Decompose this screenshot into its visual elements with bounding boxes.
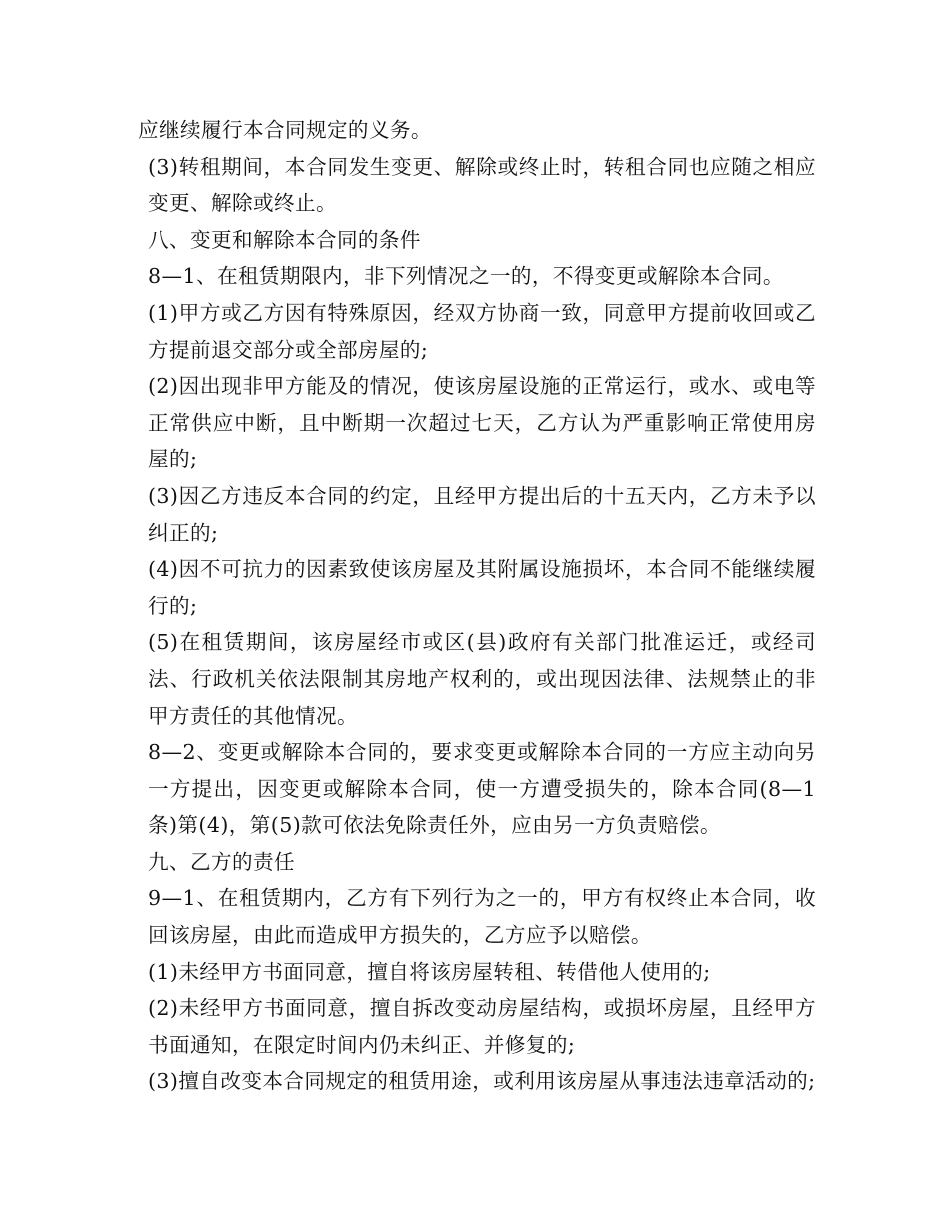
paragraph-item-1: (1)甲方或乙方因有特殊原因，经双方协商一致，同意甲方提前收回或乙方提前退交部分或全部房屋的; bbox=[148, 300, 816, 362]
paragraph-liability-item-1: (1)未经甲方书面同意，擅自将该房屋转租、转借他人使用的; bbox=[148, 959, 711, 984]
paragraph-item-5: (5)在租赁期间，该房屋经市或区(县)政府有关部门批准运迁，或经司法、行政机关依法限制其房地产权利的，或出现因法律、法规禁止的非甲方责任的其他情况。 bbox=[148, 630, 816, 728]
contract-text-body bbox=[138, 112, 816, 1100]
paragraph-liability-item-3: (3)擅自改变本合同规定的租赁用途，或利用该房屋从事违法违章活动的; bbox=[148, 1069, 816, 1094]
paragraph-clause-8-2: 8—2、变更或解除本合同的，要求变更或解除本合同的一方应主动向另一方提出，因变更或解除本合同，使一方遭受损失的，除本合同(8—1条)第(4)，第(5)款可依法免除责任外，应由另一方负责赔偿。 bbox=[148, 740, 816, 838]
paragraph-clause-8-1: 8—1、在租赁期限内，非下列情况之一的，不得变更或解除本合同。 bbox=[148, 264, 784, 289]
paragraph-clause-9-1: 9—1、在租赁期内，乙方有下列行为之一的，甲方有权终止本合同，收回该房屋，由此而造成甲方损失的，乙方应予以赔偿。 bbox=[148, 886, 816, 948]
paragraph-item-3: (3)因乙方违反本合同的约定，且经甲方提出后的十五天内，乙方未予以纠正的; bbox=[148, 483, 816, 545]
paragraph-sublease-clause-3: (3)转租期间，本合同发生变更、解除或终止时，转租合同也应随之相应变更、解除或终止。 bbox=[148, 154, 816, 216]
paragraph-continuation: 应继续履行本合同规定的义务。 bbox=[138, 118, 432, 142]
paragraph-liability-item-2: (2)未经甲方书面同意，擅自拆改变动房屋结构，或损坏房屋，且经甲方书面通知，在限定时间内仍未纠正、并修复的; bbox=[148, 996, 816, 1057]
paragraph-item-2: (2)因出现非甲方能及的情况，使该房屋设施的正常运行，或水、或电等正常供应中断，且中断期一次超过七天，乙方认为严重影响正常使用房屋的; bbox=[148, 374, 816, 472]
paragraph-item-4: (4)因不可抗力的因素致使该房屋及其附属设施损坏，本合同不能继续履行的; bbox=[148, 557, 816, 618]
section-heading-9: 九、乙方的责任 bbox=[148, 849, 295, 874]
section-heading-8: 八、变更和解除本合同的条件 bbox=[148, 227, 421, 252]
